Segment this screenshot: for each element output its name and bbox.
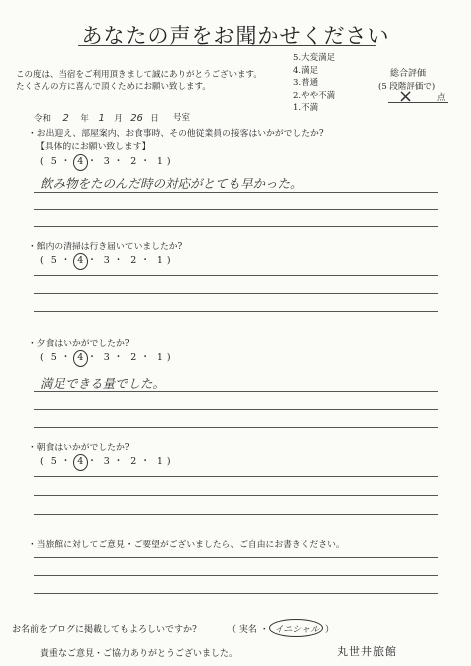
q4-score-3: 3 <box>103 456 110 467</box>
date-era: 令和 <box>34 114 52 124</box>
scale-1: 1.不満 <box>293 103 319 113</box>
q3-text: ・夕食はいかがでしたか? <box>28 339 130 349</box>
q1-line-2 <box>34 209 438 210</box>
q3-score-4: 4 <box>73 352 87 363</box>
q1-score-3: 3 <box>103 156 110 167</box>
q1-detail-label: 【具体的にお願い致します】 <box>36 142 151 152</box>
q1-score-5: 5 <box>50 156 57 167</box>
q5-line-3 <box>34 593 438 594</box>
q4-text: ・朝食はいかがでしたか? <box>28 443 130 453</box>
q4-line-2 <box>34 495 438 496</box>
q1-line-3 <box>34 226 438 227</box>
q1-score-2: 2 <box>130 156 137 167</box>
inn-name: 丸世井旅館 <box>337 645 397 658</box>
name-label: 実名 <box>238 625 257 635</box>
q4-line-3 <box>34 514 438 515</box>
q4-score-5: 5 <box>50 456 57 467</box>
q3-line-1 <box>34 391 438 392</box>
q3-score-5: 5 <box>50 352 57 363</box>
name-circle-mark <box>269 619 323 637</box>
date-day-hand: 26 <box>130 113 143 124</box>
name-handwritten: イニシャル <box>272 622 322 635</box>
scale-legend <box>293 52 335 115</box>
q1-line-1 <box>34 192 438 193</box>
q3-circle-mark <box>73 350 88 367</box>
overall-label: 総合評価 <box>390 69 427 79</box>
q2-line-1 <box>34 275 438 276</box>
date-month-hand: 1 <box>98 113 105 124</box>
q1-circle-mark <box>73 154 88 171</box>
q3-line-3 <box>34 427 438 428</box>
title-underline <box>78 45 376 46</box>
q3-handwritten-answer: 満足できる量でした。 <box>40 376 166 391</box>
scale-2: 2.やや不満 <box>293 90 336 101</box>
q3-score-2: 2 <box>130 352 137 363</box>
q1-handwritten-answer: 飲み物をたのんだ時の対応がとても早かった。 <box>40 176 303 191</box>
scale-5: 5.大変満足 <box>293 53 336 63</box>
q2-text: ・館内の清掃は行き届いていましたか? <box>28 242 183 252</box>
date-day: 日 <box>150 114 159 124</box>
q2-line-3 <box>34 311 438 312</box>
intro-line-2: たくさんの方に喜んで頂くためにお願い致します。 <box>16 82 211 92</box>
q4-line-1 <box>34 476 438 477</box>
q2-score-3: 3 <box>103 255 110 266</box>
q3-score-row: ( 5 ・ 4 ・ 3 ・ 2 ・ 1 ) <box>40 349 171 363</box>
scale-3: 3.普通 <box>293 78 319 88</box>
q2-score-4: 4 <box>73 255 87 266</box>
scale-4: 4.満足 <box>293 65 319 76</box>
q1-score-4: 4 <box>73 156 87 167</box>
q2-score-row: ( 5 ・ 4 ・ 3 ・ 2 ・ 1 ) <box>40 252 171 266</box>
intro-line-1: この度は、当宿をご利用頂きまして誠にありがとうございます。 <box>16 70 262 80</box>
q3-score-3: 3 <box>103 352 110 363</box>
q4-score-2: 2 <box>130 456 137 467</box>
q5-line-2 <box>34 575 438 576</box>
q4-score-row: ( 5 ・ 4 ・ 3 ・ 2 ・ 1 ) <box>40 453 171 467</box>
blog-question: お名前をブログに掲載してもよろしいですか? <box>12 625 197 635</box>
overall-sub: (5 段階評価で) <box>378 82 436 92</box>
overall-unit: 点 <box>437 93 446 103</box>
q5-text: ・当旅館に対してご意見・ご要望がございましたら、ご自由にお書きください。 <box>28 540 345 550</box>
q3-score-1: 1 <box>156 352 163 363</box>
name-choice: （ 実名 ・ イニシャル ） <box>227 622 334 635</box>
q3-line-2 <box>34 409 438 410</box>
thanks-text: 貴重なご意見・ご協力ありがとうございました。 <box>40 649 239 659</box>
date-year-hand: 2 <box>62 113 69 124</box>
q4-score-1: 1 <box>156 456 163 467</box>
date-month: 月 <box>114 114 123 124</box>
q5-line-1 <box>34 557 438 558</box>
date-year: 年 <box>80 114 89 124</box>
q2-circle-mark <box>73 253 88 270</box>
date-row <box>34 113 159 125</box>
q1-text: ・お出迎え、部屋案内、お食事時、その他従業員の接客はいかがでしたか? <box>28 129 324 139</box>
q1-score-row: ( 5 ・ 4 ・ 3 ・ 2 ・ 1 ) <box>40 153 171 167</box>
page-title: あなたの声をお聞かせください <box>81 24 390 48</box>
q4-score-4: 4 <box>73 456 87 467</box>
q2-score-1: 1 <box>156 255 163 266</box>
q2-line-2 <box>34 293 438 294</box>
q2-score-2: 2 <box>130 255 137 266</box>
date-room: 号室 <box>173 113 191 123</box>
q1-score-1: 1 <box>156 156 163 167</box>
q4-circle-mark <box>73 454 88 471</box>
q2-score-5: 5 <box>50 255 57 266</box>
overall-handwritten-mark: × <box>398 86 414 107</box>
